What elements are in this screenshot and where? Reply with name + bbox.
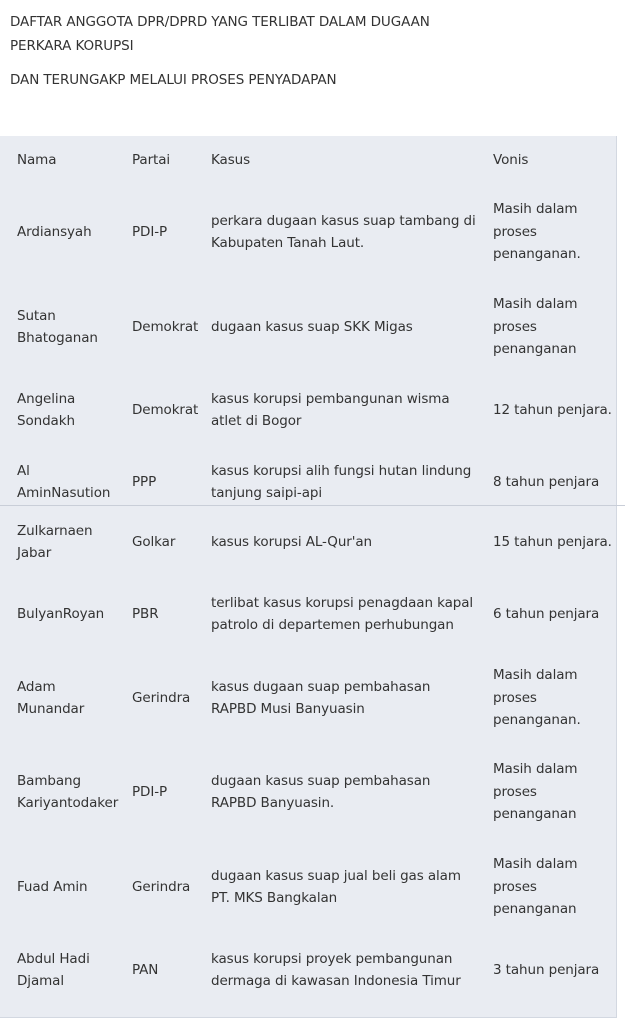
row-8-nama [17, 770, 129, 815]
cell-line: kasus korupsi proyek pembangunan [211, 950, 453, 967]
row-7-partai [132, 687, 208, 710]
row-1-nama [17, 221, 129, 244]
cell-line: tanjung saipi-api [211, 485, 322, 501]
cell-line: Bhatoganan [17, 330, 98, 346]
cell-line: Kariyantodaker [17, 795, 119, 811]
row-1-partai [132, 221, 208, 244]
cell-line: Djamal [17, 973, 64, 989]
cell-line: Jabar [17, 545, 52, 561]
cell-line: Masih dalam [493, 201, 578, 218]
row-7-nama [17, 676, 129, 721]
cell-line: dugaan kasus suap SKK Migas [211, 318, 413, 335]
row-10-kasus [211, 948, 487, 993]
row-3-kasus [211, 388, 487, 433]
cell-line: Demokrat [132, 318, 199, 335]
cell-line: proses [493, 223, 537, 240]
row-6-partai [132, 603, 208, 626]
cell-line: PDI-P [132, 783, 168, 800]
row-1-vonis [493, 198, 619, 266]
row-2-partai [132, 316, 208, 339]
cell-line: AminNasution [17, 485, 111, 501]
cell-line: Al [17, 462, 30, 479]
cell-line: BulyanRoyan [17, 605, 105, 622]
cell-line: 8 tahun penjara [493, 473, 600, 490]
row-8-kasus [211, 770, 487, 815]
cell-line: Golkar [132, 533, 176, 550]
cell-line: penanganan. [493, 246, 581, 263]
row-1-kasus [211, 210, 487, 255]
cell-line: 3 tahun penjara [493, 961, 600, 978]
row-4-kasus [211, 460, 487, 505]
row-3-vonis [493, 399, 619, 422]
cell-line: RAPBD Musi Banyuasin [211, 701, 365, 717]
row-7-kasus [211, 676, 487, 721]
cell-line: Gerindra [132, 878, 191, 895]
title-line-1: DAFTAR ANGGOTA DPR/DPRD YANG TERLIBAT DALAM DUGAAN [10, 14, 430, 30]
cell-line: Munandar [17, 701, 85, 717]
title-line-2: PERKARA KORUPSI [10, 38, 134, 54]
cell-line: Bambang [17, 772, 81, 789]
cell-line: dermaga di kawasan Indonesia Timur [211, 973, 461, 989]
cell-line: atlet di Bogor [211, 413, 302, 429]
cell-line: Angelina [17, 390, 76, 407]
cell-line: dugaan kasus suap pembahasan [211, 772, 431, 789]
cell-line: 15 tahun penjara. [493, 533, 612, 550]
cell-line: Abdul Hadi [17, 950, 90, 967]
cell-line: Kabupaten Tanah Laut. [211, 235, 365, 251]
row-5-kasus [211, 531, 487, 554]
cell-line: kasus korupsi alih fungsi hutan lindung [211, 462, 472, 479]
cell-line: proses [493, 783, 537, 800]
cell-line: penanganan. [493, 712, 581, 729]
row-8-vonis [493, 758, 619, 826]
cell-line: proses [493, 318, 537, 335]
row-4-partai [132, 471, 208, 494]
cell-line: 6 tahun penjara [493, 605, 600, 622]
row-5-partai [132, 531, 208, 554]
row-9-vonis [493, 853, 619, 921]
row-9-partai [132, 876, 208, 899]
cell-line: PAN [132, 961, 159, 978]
column-header-nama: Nama [17, 152, 57, 168]
column-header-partai: Partai [132, 152, 171, 168]
column-header-vonis: Vonis [493, 152, 529, 168]
cell-line: Sondakh [17, 413, 75, 429]
cell-line: Ardiansyah [17, 223, 92, 240]
title-line-3: DAN TERUNGAKP MELALUI PROSES PENYADAPAN [10, 72, 337, 88]
row-4-vonis [493, 471, 619, 494]
cell-line: Demokrat [132, 401, 199, 418]
row-9-nama [17, 876, 129, 899]
cell-line: perkara dugaan kasus suap tambang di [211, 212, 476, 229]
row-4-nama [17, 460, 129, 505]
cell-line: penanganan [493, 806, 577, 823]
row-2-vonis [493, 293, 619, 361]
cell-line: Zulkarnaen [17, 522, 93, 539]
cell-line: 12 tahun penjara. [493, 401, 612, 418]
page-header [0, 0, 625, 136]
cell-line: Fuad Amin [17, 878, 88, 895]
cell-line: terlibat kasus korupsi penagdaan kapal [211, 594, 474, 611]
cell-line: Sutan [17, 307, 56, 324]
row-6-kasus [211, 592, 487, 637]
row-10-partai [132, 959, 208, 982]
cell-line: penanganan [493, 901, 577, 918]
cell-line: dugaan kasus suap jual beli gas alam [211, 867, 461, 884]
cell-line: PBR [132, 605, 159, 622]
row-2-kasus [211, 316, 487, 339]
cell-line: Masih dalam [493, 856, 578, 873]
cell-line: PPP [132, 473, 157, 490]
cell-line: Adam [17, 678, 56, 695]
cell-line: Masih dalam [493, 667, 578, 684]
row-9-kasus [211, 865, 487, 910]
row-2-nama [17, 305, 129, 350]
row-3-partai [132, 399, 208, 422]
row-3-nama [17, 388, 129, 433]
row-10-vonis [493, 959, 619, 982]
row-7-vonis [493, 664, 619, 732]
cell-line: PDI-P [132, 223, 168, 240]
row-5-nama [17, 520, 129, 565]
cell-line: PT. MKS Bangkalan [211, 890, 338, 906]
cell-line: patrolo di departemen perhubungan [211, 617, 454, 633]
image-seam-divider [0, 505, 625, 506]
cell-line: proses [493, 878, 537, 895]
cell-line: kasus korupsi pembangunan wisma [211, 390, 450, 407]
cell-line: Masih dalam [493, 761, 578, 778]
row-5-vonis [493, 531, 619, 554]
cell-line: proses [493, 689, 537, 706]
row-8-partai [132, 781, 208, 804]
cell-line: kasus dugaan suap pembahasan [211, 678, 431, 695]
row-6-nama [17, 603, 129, 626]
cell-line: Masih dalam [493, 296, 578, 313]
row-10-nama [17, 948, 129, 993]
column-header-kasus: Kasus [211, 152, 251, 168]
cell-line: RAPBD Banyuasin. [211, 795, 335, 811]
row-6-vonis [493, 603, 619, 626]
cell-line: kasus korupsi AL-Qur'an [211, 533, 372, 550]
cell-line: penanganan [493, 341, 577, 358]
cell-line: Gerindra [132, 689, 191, 706]
